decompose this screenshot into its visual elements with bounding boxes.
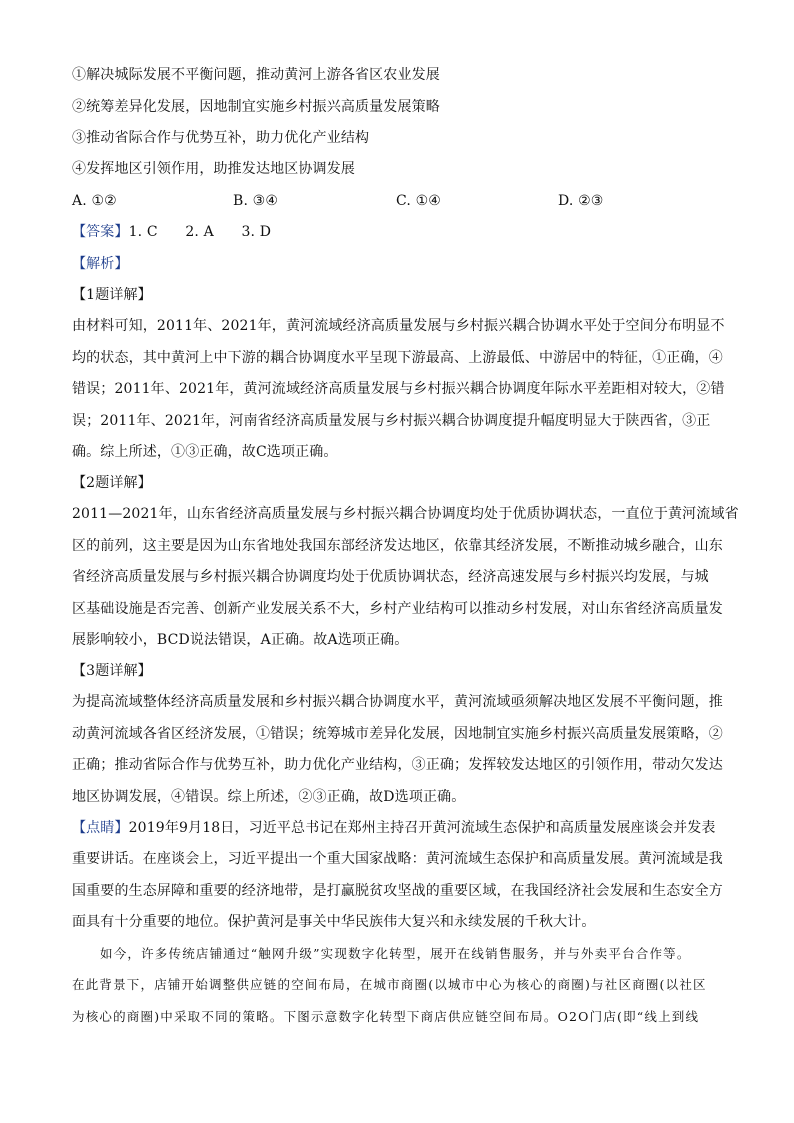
material-line: 为核心的商圈)中采取不同的策略。下图示意数字化转型下商店供应链空间布局。O2O门店(即“线上到线 bbox=[72, 1009, 700, 1024]
q3-line: 地区协调发展，④错误。综上所述，②③正确，故D选项正确。 bbox=[72, 789, 466, 805]
comment-line: 面具有十分重要的地位。保护黄河是事关中华民族伟大复兴和永续发展的千秋大计。 bbox=[72, 914, 596, 930]
comment-line: 重要讲话。在座谈会上，习近平提出一个重大国家战略：黄河流域生态保护和高质量发展。黄河流域是我 bbox=[72, 851, 723, 867]
options-row bbox=[72, 192, 722, 210]
option-d: D. ②③ bbox=[558, 193, 604, 209]
material-line: 在此背景下，店铺开始调整供应链的空间布局，在城市商圈(以城市中心为核心的商圈)与社区商圈(以社区 bbox=[72, 977, 707, 992]
answer-text: 1. C 2. A 3. D bbox=[128, 224, 272, 240]
material-line: 如今，许多传统店铺通过“触网升级”实现数字化转型，展开在线销售服务，并与外卖平台合作等。 bbox=[100, 946, 691, 961]
option-a: A. ①② bbox=[72, 193, 117, 209]
statement-4: ④发挥地区引领作用，助推发达地区协调发展 bbox=[72, 161, 355, 177]
q2-line: 区基础设施是否完善、创新产业发展关系不大，乡村产业结构可以推动乡村发展，对山东省经济高质量发 bbox=[72, 601, 723, 617]
q2-line: 区的前列，这主要是因为山东省地处我国东部经济发达地区，依靠其经济发展，不断推动城乡融合，山东 bbox=[72, 538, 723, 554]
statement-1: ①解决城际发展不平衡问题，推动黄河上游各省区农业发展 bbox=[72, 67, 440, 83]
q1-line: 均的状态，其中黄河上中下游的耦合协调度水平呈现下游最高、上游最低、中游居中的特征，①正确，④ bbox=[72, 350, 723, 366]
comment-line: 2019年9月18日，习近平总书记在郑州主持召开黄河流域生态保护和高质量发展座谈会并发表 bbox=[128, 820, 716, 836]
statement-3: ③推动省际合作与优势互补，助力优化产业结构 bbox=[72, 130, 370, 146]
q1-line: 由材料可知，2011年、2021年，黄河流域经济高质量发展与乡村振兴耦合协调水平处于空间分布明显不 bbox=[72, 318, 725, 334]
q2-line: 展影响较小，BCD说法错误，A正确。故A选项正确。 bbox=[72, 632, 409, 648]
q1-line: 误；2011年、2021年，河南省经济高质量发展与乡村振兴耦合协调度提升幅度明显大于陕西省，③正 bbox=[72, 413, 711, 429]
option-b: B. ③④ bbox=[233, 193, 279, 209]
option-c: C. ①④ bbox=[396, 193, 441, 209]
q3-line: 正确；推动省际合作与优势互补，助力优化产业结构，③正确；发挥较发达地区的引领作用，带动欠发达 bbox=[72, 757, 723, 773]
analysis-label: 【解析】 bbox=[72, 256, 129, 272]
statement-2: ②统筹差异化发展，因地制宜实施乡村振兴高质量发展策略 bbox=[72, 99, 440, 115]
q1-line: 确。综上所述，①③正确，故C选项正确。 bbox=[72, 444, 338, 460]
q2-heading: 【2题详解】 bbox=[72, 475, 152, 491]
answer-label: 【答案】 bbox=[72, 224, 129, 240]
answer-line bbox=[72, 223, 271, 241]
comment-first-line bbox=[72, 819, 716, 837]
q3-line: 动黄河流域各省区经济发展，①错误；统筹城市差异化发展，因地制宜实施乡村振兴高质量发展策略，② bbox=[72, 726, 723, 742]
q3-line: 为提高流域整体经济高质量发展和乡村振兴耦合协调度水平，黄河流域亟须解决地区发展不平衡问题，推 bbox=[72, 694, 723, 710]
q1-heading: 【1题详解】 bbox=[72, 287, 152, 303]
q2-line: 2011—2021年，山东省经济高质量发展与乡村振兴耦合协调度均处于优质协调状态，一直位于黄河流域省 bbox=[72, 506, 739, 522]
q3-heading: 【3题详解】 bbox=[72, 663, 152, 679]
comment-line: 国重要的生态屏障和重要的经济地带，是打赢脱贫攻坚战的重要区域，在我国经济社会发展和生态安全方 bbox=[72, 883, 723, 899]
q1-line: 错误；2011年、2021年，黄河流域经济高质量发展与乡村振兴耦合协调度年际水平差距相对较大，②错 bbox=[72, 381, 725, 397]
q2-line: 省经济高质量发展与乡村振兴耦合协调度均处于优质协调状态，经济高速发展与乡村振兴均发展，与城 bbox=[72, 569, 709, 585]
comment-label: 【点睛】 bbox=[72, 820, 129, 836]
